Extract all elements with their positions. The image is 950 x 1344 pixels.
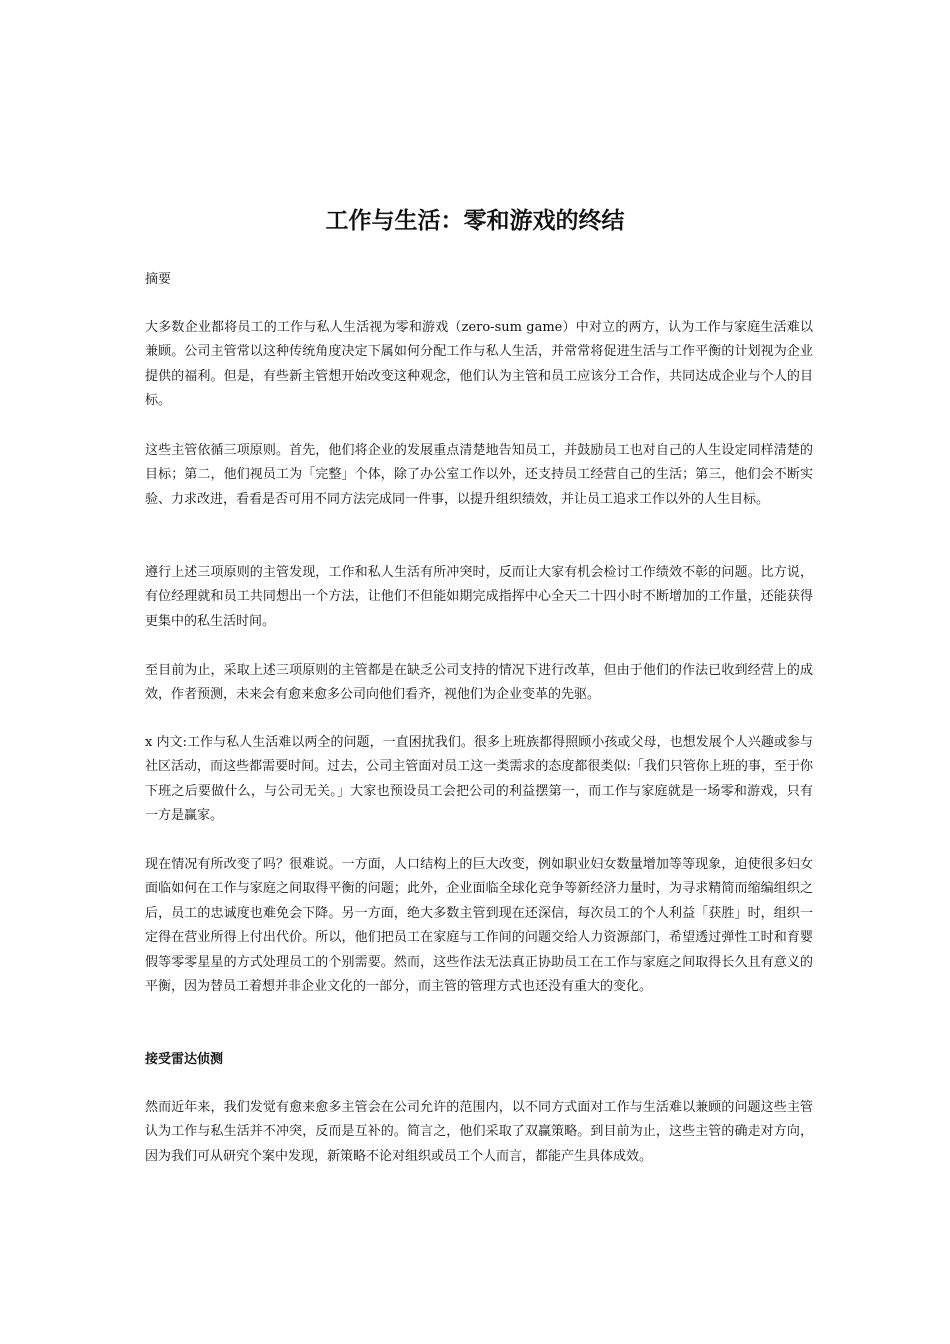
section-heading: 接受雷达侦测 [145, 1052, 224, 1067]
abstract-paragraph-3: 遵行上述三项原则的主管发现，工作和私人生活有所冲突时，反而让大家有机会检讨工作绩效不彰的问题。比方说，有位经理就和员工共同想出一个方法，让他们不但能如期完成指挥中心全天二十四小时不断增加的工作量，还能获得更集中的私生活时间。 [145, 565, 813, 629]
document-title: 工作与生活：零和游戏的终结 [325, 208, 625, 234]
abstract-paragraph-1: 大多数企业都将员工的工作与私人生活视为零和游戏（zero-sum game）中对立的两方，认为工作与家庭生活难以兼顾。公司主管常以这种传统角度决定下属如何分配工作与私人生活，并常常将促进生活与工作平衡的计划视为企业提供的福利。但是，有些新主管想开始改变这种观念，他们认为主管和员工应该分工合作，共同达成企业与个人的目标。 [145, 320, 813, 409]
abstract-label: 摘要 [145, 272, 172, 287]
body-paragraph-1: x 内文:工作与私人生活难以两全的问题，一直困扰我们。很多上班族都得照顾小孩或父母，也想发展个人兴趣或参与社区活动，而这些都需要时间。过去，公司主管面对员工这一类需求的态度都很类似:「我们只管你上班的事，至于你下班之后要做什么，与公司无关。」大家也预设员工会把公司的利益摆第一，而工作与家庭就是一场零和游戏，只有一方是赢家。 [145, 735, 813, 824]
abstract-paragraph-2: 这些主管依循三项原则。首先，他们将企业的发展重点清楚地告知员工，并鼓励员工也对自己的人生设定同样清楚的目标；第二，他们视员工为「完整」个体，除了办公室工作以外，还支持员工经营自己的生活；第三，他们会不断实验、力求改进，看看是否可用不同方法完成同一件事，以提升组织绩效，并让员工追求工作以外的人生目标。 [145, 443, 813, 507]
body-paragraph-2: 现在情况有所改变了吗？很难说。一方面，人口结构上的巨大改变，例如职业妇女数量增加等等现象，迫使很多妇女面临如何在工作与家庭之间取得平衡的问题；此外，企业面临全球化竞争等新经济力量时，为寻求精简而缩编组织之后，员工的忠诚度也难免会下降。另一方面，绝大多数主管到现在还深信，每次员工的个人利益「获胜」时，组织一定得在营业所得上付出代价。所以，他们把员工在家庭与工作间的问题交给人力资源部门，希望透过弹性工时和育婴假等零零星星的方式处理员工的个别需要。然而，这些作法无法真正协助员工在工作与家庭之间取得长久且有意义的平衡，因为替员工着想并非企业文化的一部分，而主管的管理方式也还没有重大的变化。 [145, 857, 813, 995]
abstract-paragraph-4: 至目前为止，采取上述三项原则的主管都是在缺乏公司支持的情况下进行改革，但由于他们的作法已收到经营上的成效，作者预测，未来会有愈来愈多公司向他们看齐，视他们为企业变革的先驱。 [145, 663, 813, 703]
section-paragraph-1: 然而近年来，我们发觉有愈来愈多主管会在公司允许的范围内，以不同方式面对工作与生活难以兼顾的问题这些主管认为工作与私生活并不冲突，反而是互补的。简言之，他们采取了双赢策略。到目前为止，这些主管的确走对方向，因为我们可从研究个案中发现，新策略不论对组织或员工个人而言，都能产生具体成效。 [145, 1100, 813, 1164]
